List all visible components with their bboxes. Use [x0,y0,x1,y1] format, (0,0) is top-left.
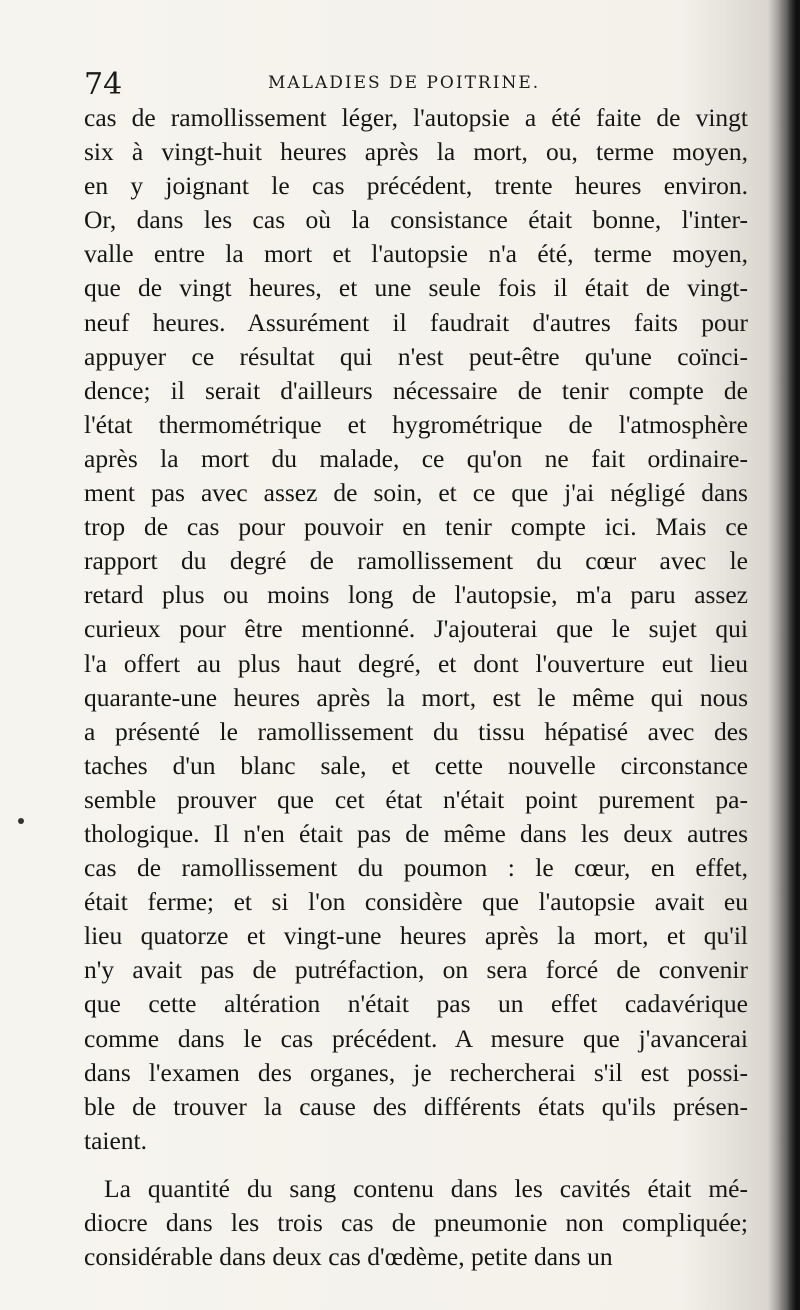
text-line: cas de ramollissement léger, l'autopsie a été faite de vingt [84,103,748,132]
page-number: 74 [84,67,123,102]
text-line: dans l'examen des organes, je rechercherai s'il est possi- [84,1057,748,1087]
text-line: lieu quatorze et vingt-une heures après la mort, et qu'il [84,921,748,951]
text-line: curieux pour être mentionné. J'ajouterai que le sujet qui [84,614,748,644]
running-head: MALADIES DE POITRINE. [268,73,541,93]
text-line: l'a offert au plus haut degré, et dont l'ouverture eut lieu [84,648,748,678]
text-line: a présenté le ramollissement du tissu hépatisé avec des [84,716,748,746]
text-line: semble prouver que cet état n'était point purement pa- [84,784,748,814]
text-line: trop de cas pour pouvoir en tenir compte ici. Mais ce [84,512,748,542]
text-line: taches d'un blanc sale, et cette nouvelle circonstance [84,750,748,780]
text-line: que cette altération n'était pas un effet cadavérique [84,989,748,1019]
text-line: ble de trouver la cause des différents états qu'ils présen- [84,1091,748,1121]
text-line: La quantité du sang contenu dans les cavités était mé- [104,1173,748,1203]
page-header [84,66,748,106]
text-line: diocre dans les trois cas de pneumonie non compliquée; [84,1208,748,1237]
text-line: dence; il serait d'ailleurs nécessaire de tenir compte de [84,375,748,405]
text-line: rapport du degré de ramollissement du cœur avec le [84,546,748,576]
body-text [84,101,748,1274]
text-line: six à vingt-huit heures après la mort, ou, terme moyen, [84,137,748,167]
text-line: valle entre la mort et l'autopsie n'a été, terme moyen, [84,239,748,269]
paragraph [84,1172,748,1274]
text-line: considérable dans deux cas d'œdème, petite dans un [84,1242,613,1272]
text-line: que de vingt heures, et une seule fois il était de vingt- [84,273,748,303]
text-line: neuf heures. Assurément il faudrait d'autres faits pour [84,307,748,337]
text-line: était ferme; et si l'on considère que l'autopsie avait eu [84,887,748,917]
text-line: thologique. Il n'en était pas de même dans les deux autres [84,818,748,848]
paragraph [84,101,748,1158]
text-line: cas de ramollissement du poumon : le cœur, en effet, [84,853,748,883]
text-line: Or, dans les cas où la consistance était bonne, l'inter- [84,205,748,235]
text-line: comme dans le cas précédent. A mesure que j'avancerai [84,1023,748,1053]
text-line: en y joignant le cas précédent, trente heures environ. [84,171,748,201]
text-line: n'y avait pas de putréfaction, on sera forcé de convenir [84,955,748,985]
text-line: quarante-une heures après la mort, est le même qui nous [84,682,748,712]
text-line: l'état thermométrique et hygrométrique de l'atmosphère [84,409,748,439]
text-line: retard plus ou moins long de l'autopsie, m'a paru assez [84,580,748,610]
text-line: appuyer ce résultat qui n'est peut-être qu'une coïnci- [84,341,748,371]
text-line: ment pas avec assez de soin, et ce que j'ai négligé dans [84,478,748,508]
text-line: après la mort du malade, ce qu'on ne fait ordinaire- [84,443,748,473]
margin-speck [18,818,24,824]
page-binding-shadow [778,0,800,1310]
text-line: taient. [84,1125,148,1155]
